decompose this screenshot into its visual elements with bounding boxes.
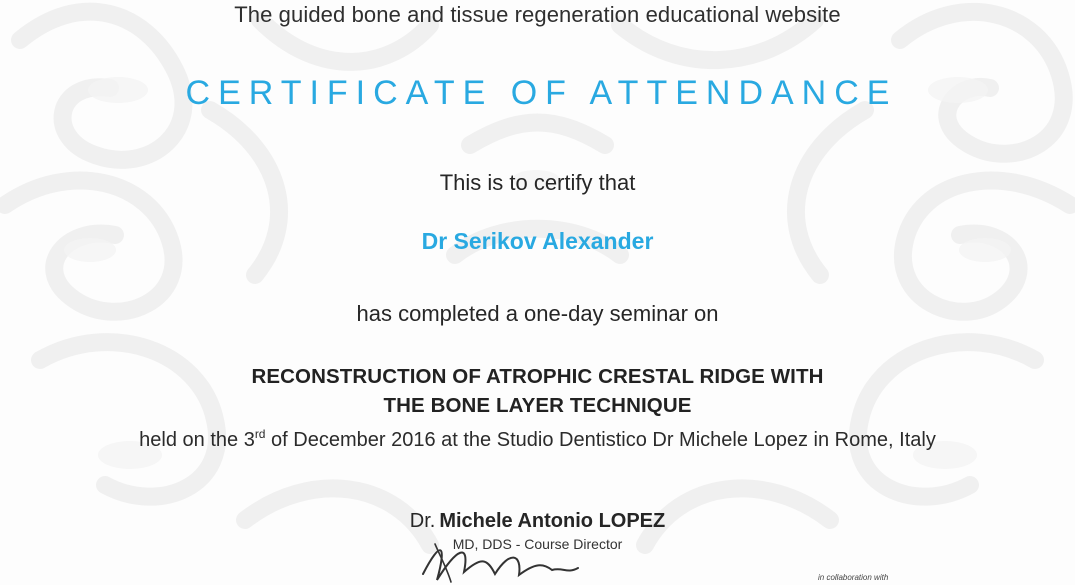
director-full-name: Michele Antonio LOPEZ: [439, 510, 666, 532]
event-details-line: [0, 429, 1075, 452]
course-director-role: MD, DDS - Course Director: [452, 536, 623, 552]
event-details-prefix: held on the 3: [139, 429, 255, 451]
director-title-prefix: Dr.: [409, 510, 436, 532]
website-tagline: The guided bone and tissue regeneration educational website: [234, 2, 841, 27]
seminar-title-line-1: RECONSTRUCTION OF ATROPHIC CRESTAL RIDGE WITH: [251, 365, 824, 388]
completion-line: has completed a one-day seminar on: [356, 301, 719, 326]
date-ordinal-superscript: rd: [254, 427, 266, 441]
seminar-title-line-2: THE BONE LAYER TECHNIQUE: [383, 394, 692, 417]
certificate-heading: CERTIFICATE OF ATTENDANCE: [185, 74, 898, 112]
event-details-suffix: of December 2016 at the Studio Dentistico Dr Michele Lopez in Rome, Italy: [265, 429, 936, 451]
certify-line: This is to certify that: [439, 170, 636, 195]
course-director-name: [0, 510, 1075, 533]
director-signature: [405, 532, 605, 585]
recipient-name: Dr Serikov Alexander: [421, 228, 654, 254]
collaboration-label: in collaboration with: [818, 573, 889, 582]
